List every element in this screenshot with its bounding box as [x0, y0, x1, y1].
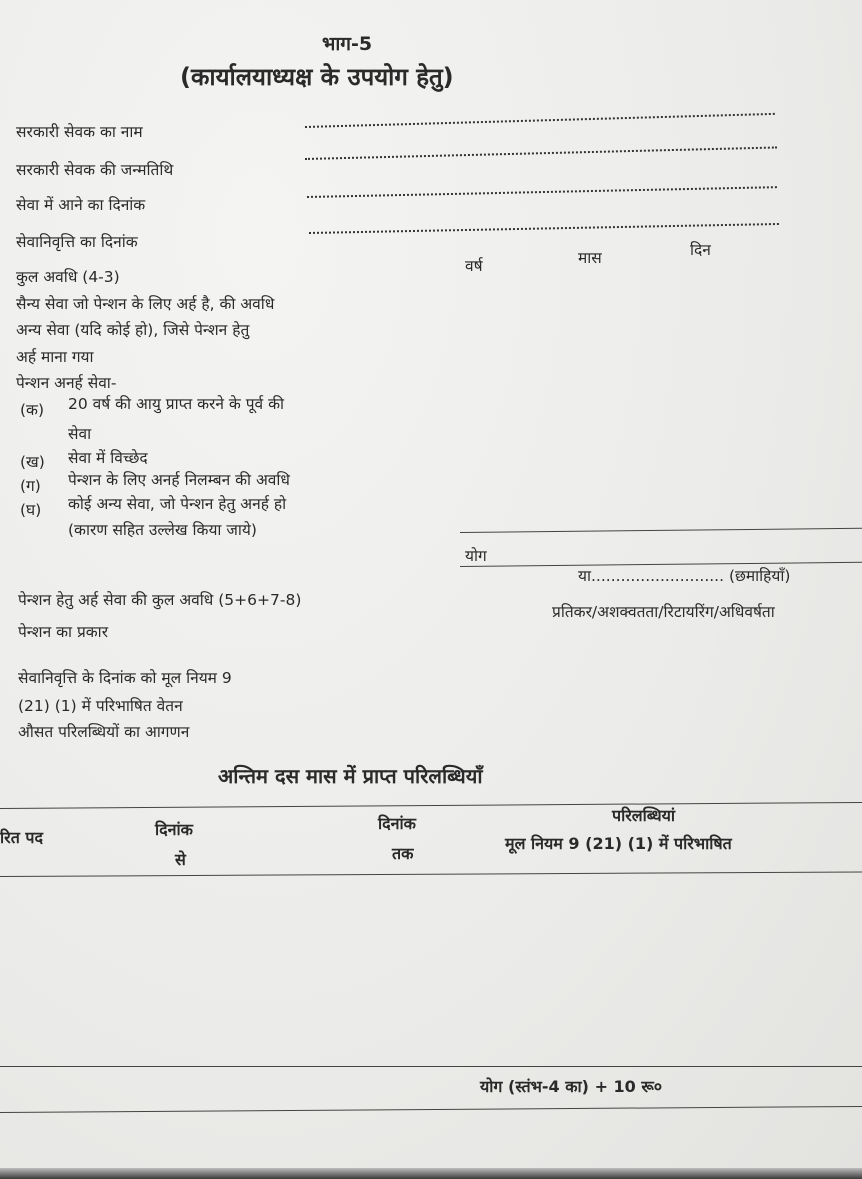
field-name-label: सरकारी सेवक का नाम [16, 123, 143, 141]
table-body-line [0, 1066, 862, 1067]
col-to-header-2: तक [392, 844, 414, 863]
military-service: सैन्य सेवा जो पेन्शन के लिए अर्ह है, की अवधि [16, 295, 275, 313]
non-qualifying-heading: पेन्शन अनर्ह सेवा- [16, 374, 117, 392]
pension-type-options: प्रतिकर/अशक्वतता/रिटायरिंग/अधिवर्षता [552, 603, 775, 621]
table-heading: अन्तिम दस मास में प्राप्त परिलब्धियाँ [218, 764, 483, 788]
item-ka-cont: सेवा [68, 425, 92, 443]
pension-type-label: पेन्शन का प्रकार [18, 623, 109, 641]
page-bottom-edge [0, 1168, 862, 1179]
pension-total-label: पेन्शन हेतु अर्ह सेवा की कुल अवधि (5+6+7-8) [18, 591, 302, 609]
field-dob-line[interactable] [305, 146, 777, 160]
avg-line3: औसत परिलब्धियों का आगणन [18, 723, 190, 741]
item-ga-mark: (ग) [20, 477, 41, 495]
col-from-header-2: से [175, 850, 186, 869]
item-gha: कोई अन्य सेवा, जो पेन्शन हेतु अनर्ह हो [68, 495, 287, 513]
field-joining-label: सेवा में आने का दिनांक [16, 196, 146, 214]
part-number: भाग-5 [322, 33, 373, 55]
table-top-line [0, 802, 862, 809]
avg-line2: (21) (1) में परिभाषित वेतन [18, 697, 183, 715]
half-year-field[interactable]: या........................... (छमाहियाँ) [578, 567, 791, 585]
yog-label: योग [465, 547, 487, 565]
field-retirement-label: सेवानिवृत्ति का दिनांक [16, 233, 138, 251]
table-total-row: योग (स्तंभ-4 का) + 10 रू० [480, 1077, 663, 1096]
yog-top-line [460, 528, 862, 533]
item-ka-mark: (क) [20, 401, 44, 419]
field-joining-line[interactable] [307, 186, 777, 198]
table-bottom-line [0, 1106, 862, 1113]
form-subtitle: (कार्यालयाध्यक्ष के उपयोग हेतु) [180, 63, 454, 91]
other-service-cont: अर्ह माना गया [16, 348, 94, 366]
col-to-header: दिनांक [378, 814, 416, 833]
col-emoluments-header-2: मूल नियम 9 (21) (1) में परिभाषित [505, 834, 732, 853]
item-ga: पेन्शन के लिए अनर्ह निलम्बन की अवधि [68, 471, 290, 489]
total-period: कुल अवधि (4-3) [16, 268, 120, 286]
field-name-line[interactable] [305, 113, 775, 128]
item-gha-mark: (घ) [20, 501, 42, 519]
col-from-header: दिनांक [155, 820, 193, 839]
col-years: वर्ष [465, 257, 483, 275]
field-dob-label: सरकारी सेवक की जन्मतिथि [16, 161, 174, 179]
col-post-header: रित पद [0, 828, 43, 847]
item-kha: सेवा में विच्छेद [68, 449, 148, 467]
other-service: अन्य सेवा (यदि कोई हो), जिसे पेन्शन हेतु [16, 321, 250, 339]
col-days: दिन [690, 241, 711, 259]
col-emoluments-header: परिलब्धियां [612, 806, 676, 825]
item-ka: 20 वर्ष की आयु प्राप्त करने के पूर्व की [68, 395, 284, 413]
item-gha-cont: (कारण सहित उल्लेख किया जाये) [68, 521, 257, 539]
col-months: मास [578, 249, 602, 267]
item-kha-mark: (ख) [20, 453, 45, 471]
table-header-line [0, 871, 862, 877]
field-retirement-line[interactable] [309, 223, 779, 234]
avg-line1: सेवानिवृत्ति के दिनांक को मूल नियम 9 [18, 669, 232, 687]
